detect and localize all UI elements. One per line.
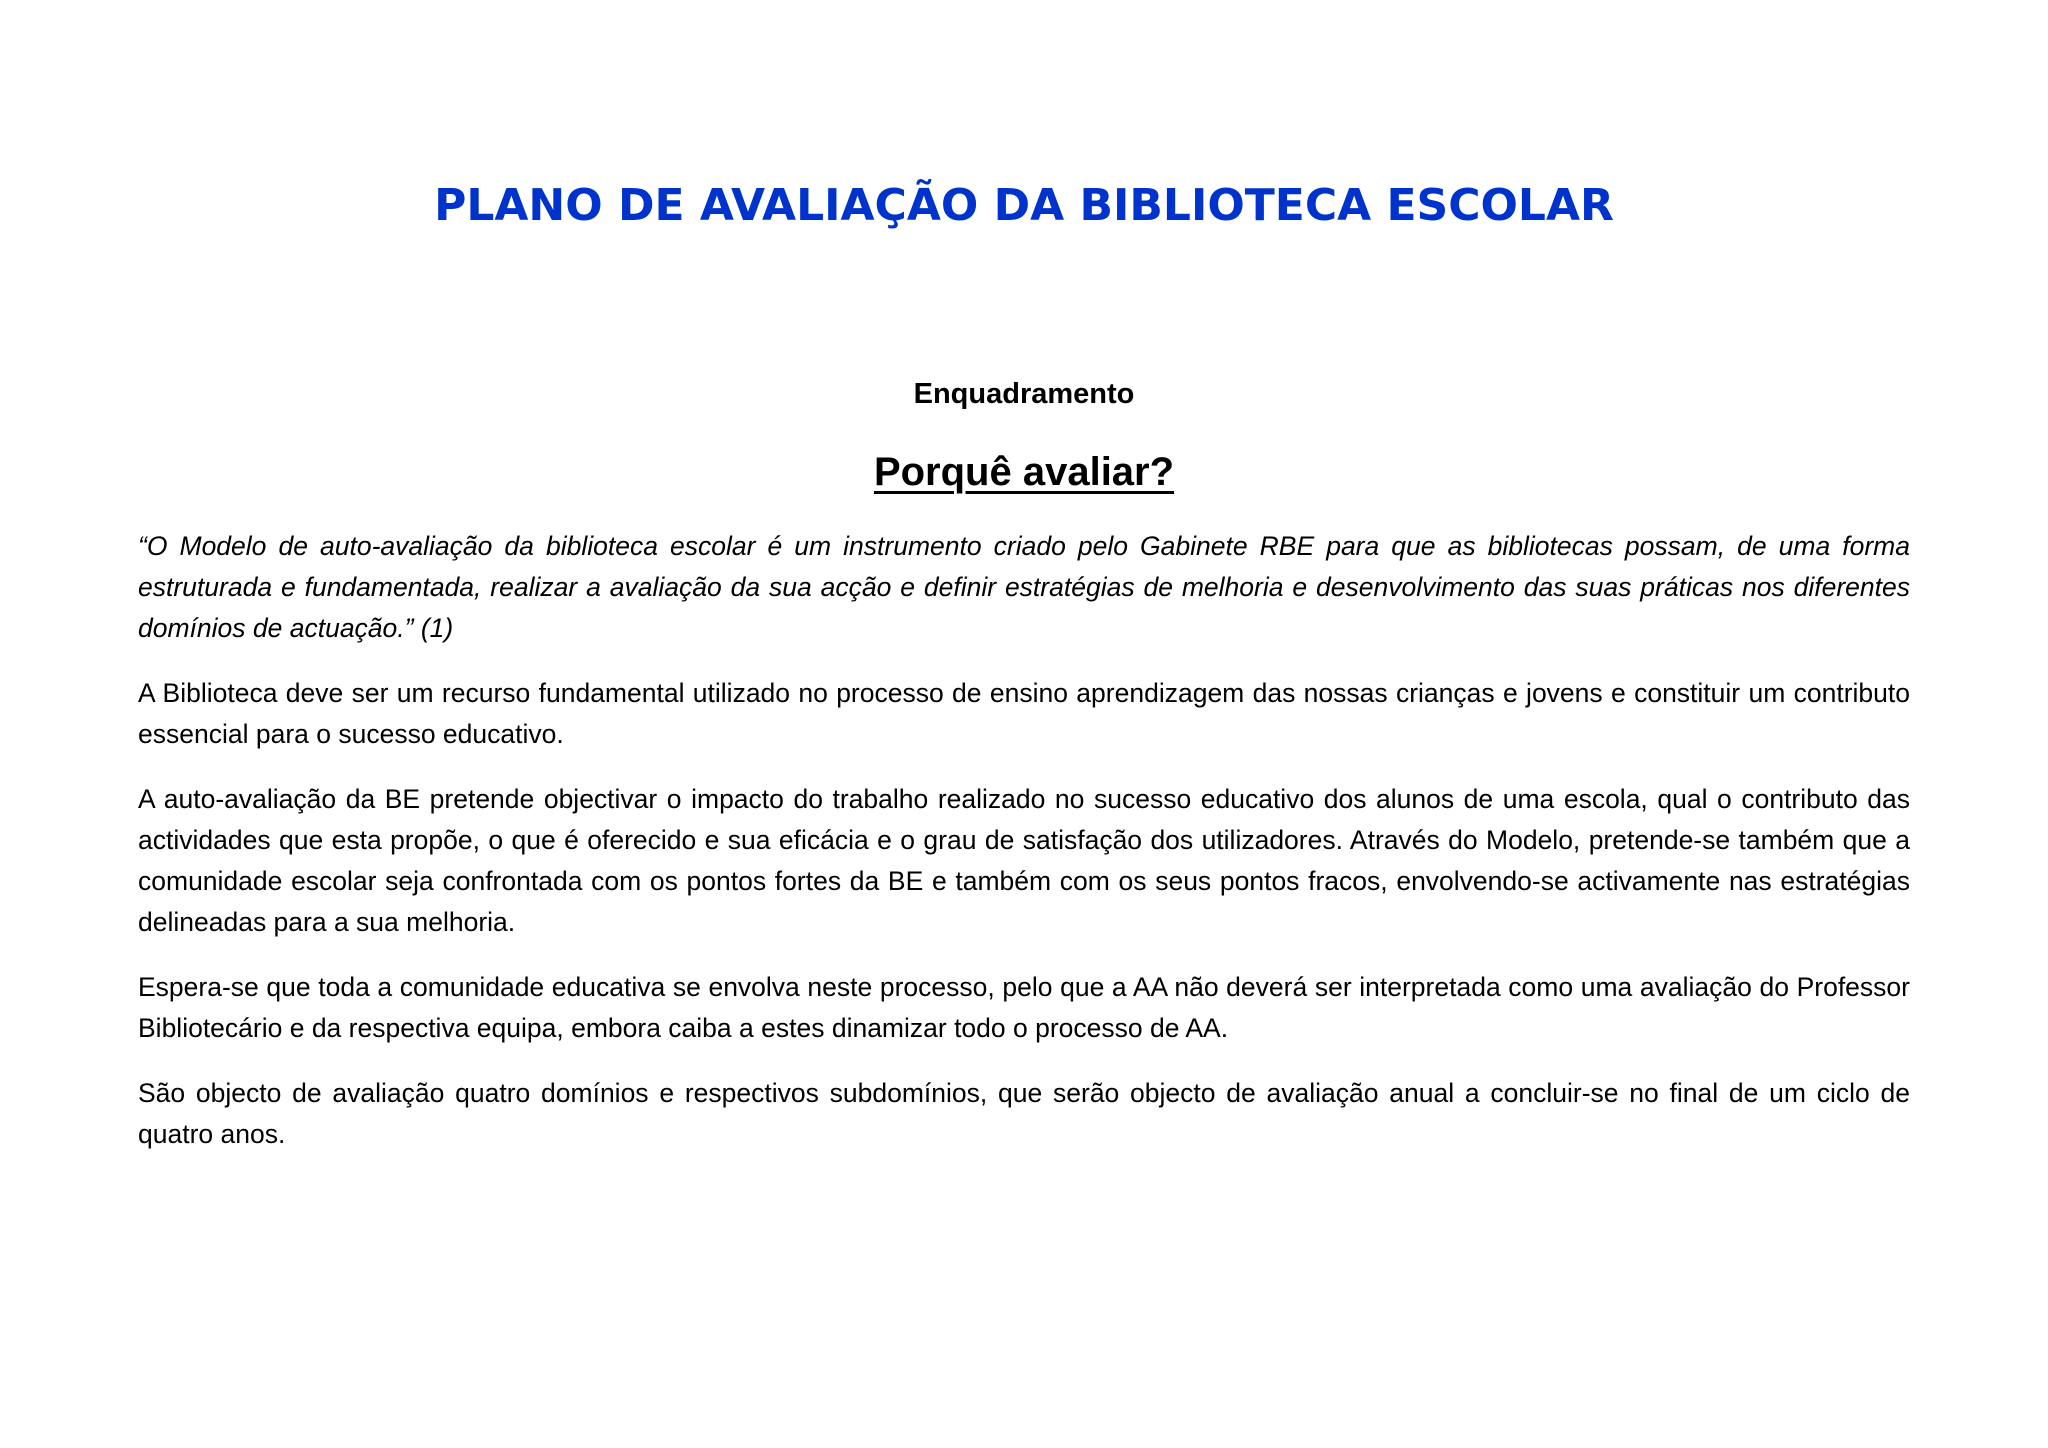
document-title: PLANO DE AVALIAÇÃO DA BIBLIOTECA ESCOLAR	[434, 180, 1614, 231]
section-label: Enquadramento	[913, 378, 1135, 410]
document-body	[138, 526, 1910, 1179]
body-paragraph-4: São objecto de avaliação quatro domínios e respectivos subdomínios, que serão objecto de avaliação anual a concluir-se no final de um ciclo de quatro anos.	[138, 1078, 1910, 1149]
body-paragraph-1: A Biblioteca deve ser um recurso fundamental utilizado no processo de ensino aprendizagem das nossas crianças e jovens e constituir um contributo essencial para o sucesso educativo.	[138, 678, 1910, 749]
body-paragraph-3: Espera-se que toda a comunidade educativa se envolva neste processo, pelo que a AA não deverá ser interpretada como uma avaliação do Professor Bibliotecário e da respectiva equipa, embora caiba a estes dinamizar todo o processo de AA.	[138, 972, 1910, 1043]
quote-paragraph: “O Modelo de auto-avaliação da biblioteca escolar é um instrumento criado pelo Gabinete RBE para que as bibliotecas possam, de uma forma estruturada e fundamentada, realizar a avaliação da sua acção e definir estratégias de melhoria e desenvolvimento das suas práticas nos diferentes domínios de actuação.” (1)	[138, 531, 1910, 643]
section-subtitle: Porquê avaliar?	[873, 450, 1175, 494]
body-paragraph-2: A auto-avaliação da BE pretende objectivar o impacto do trabalho realizado no sucesso educativo dos alunos de uma escola, qual o contributo das actividades que esta propõe, o que é oferecido e sua eficácia e o grau de satisfação dos utilizadores. Através do Modelo, pretende-se também que a comunidade escolar seja confrontada com os pontos fortes da BE e também com os seus pontos fracos, envolvendo-se activamente nas estratégias delineadas para a sua melhoria.	[138, 784, 1910, 937]
